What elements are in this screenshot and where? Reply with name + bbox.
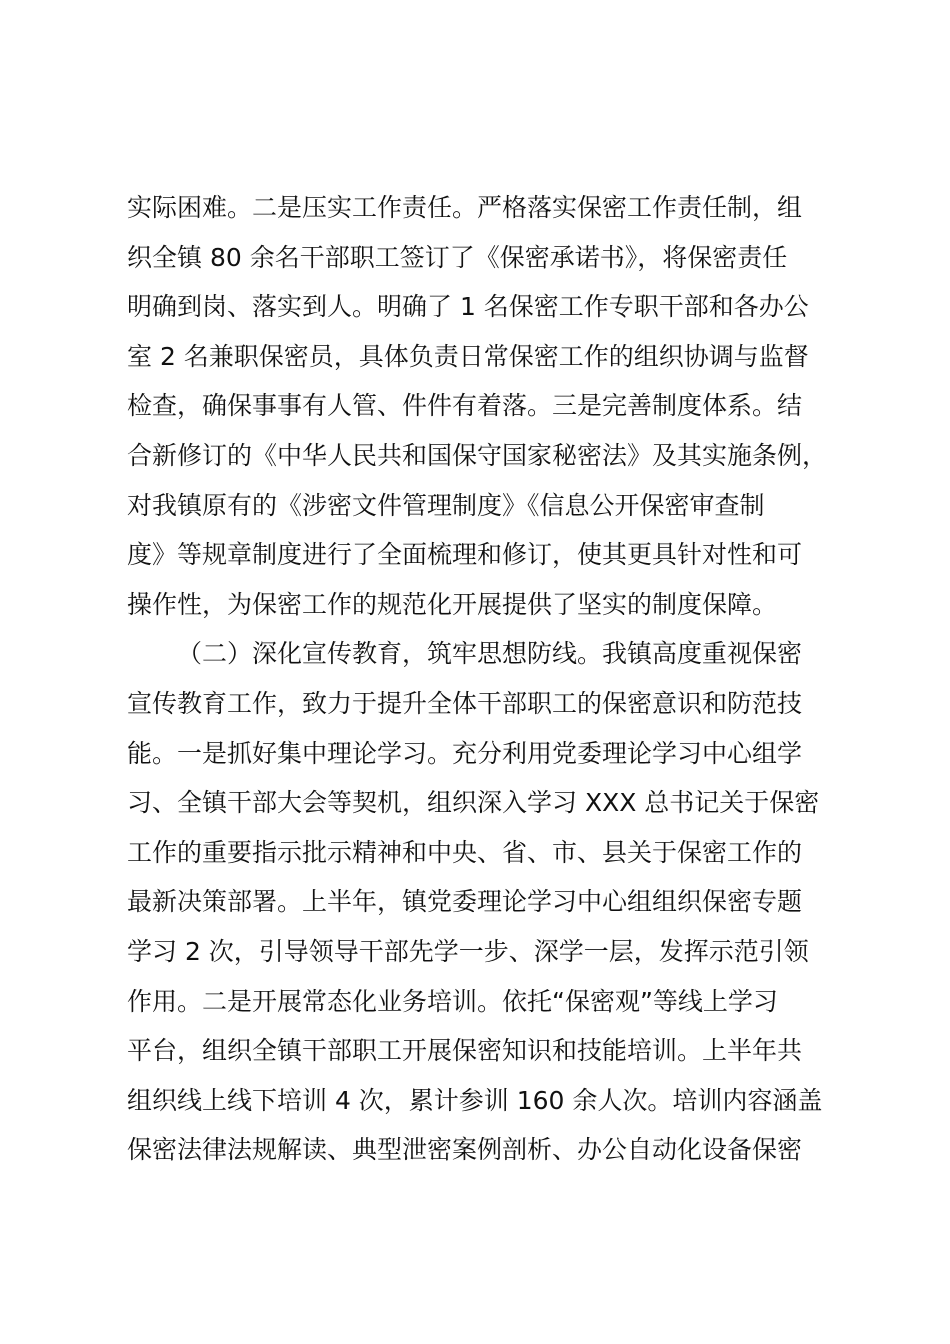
body-text [127, 183, 847, 1175]
text-line: 组织线上线下培训 4 次，累计参训 160 余人次。培训内容涵盖 [127, 1085, 823, 1115]
text-line: 室 2 名兼职保密员，具体负责日常保密工作的组织协调与监督 [127, 341, 809, 371]
text-line: 操作性，为保密工作的规范化开展提供了坚实的制度保障。 [127, 589, 778, 619]
text-line: 对我镇原有的《涉密文件管理制度》《信息公开保密审查制 [127, 490, 765, 520]
text-line: 习、全镇干部大会等契机，组织深入学习 XXX 总书记关于保密 [127, 788, 820, 818]
text-line: 保密法律法规解读、典型泄密案例剖析、办公自动化设备保密 [127, 1135, 803, 1165]
text-line: 平台，组织全镇干部职工开展保密知识和技能培训。上半年共 [127, 1036, 803, 1066]
text-line: 宣传教育工作，致力于提升全体干部职工的保密意识和防范技 [127, 688, 803, 718]
text-line: 最新决策部署。上半年，镇党委理论学习中心组组织保密专题 [127, 887, 803, 917]
text-line: 检查，确保事事有人管、件件有着落。三是完善制度体系。结 [127, 391, 803, 421]
text-line: 度》等规章制度进行了全面梳理和修订，使其更具针对性和可 [127, 540, 803, 570]
text-line: 实际困难。二是压实工作责任。严格落实保密工作责任制，组 [127, 193, 803, 222]
text-line: 学习 2 次，引导领导干部先学一步、深学一层，发挥示范引领 [127, 936, 809, 966]
text-line: 明确到岗、落实到人。明确了 1 名保密工作专职干部和各办公 [127, 292, 809, 322]
text-line: 工作的重要指示批示精神和中央、省、市、县关于保密工作的 [127, 837, 803, 867]
text-line: 织全镇 80 余名干部职工签订了《保密承诺书》，将保密责任 [127, 242, 788, 272]
text-line: 能。一是抓好集中理论学习。充分利用党委理论学习中心组学 [127, 738, 803, 768]
text-line: 作用。二是开展常态化业务培训。依托“保密观”等线上学习 [127, 986, 778, 1016]
text-line: 合新修订的《中华人民共和国保守国家秘密法》及其实施条例， [127, 440, 828, 470]
section-heading-line: （二）深化宣传教育，筑牢思想防线。我镇高度重视保密 [177, 639, 803, 669]
